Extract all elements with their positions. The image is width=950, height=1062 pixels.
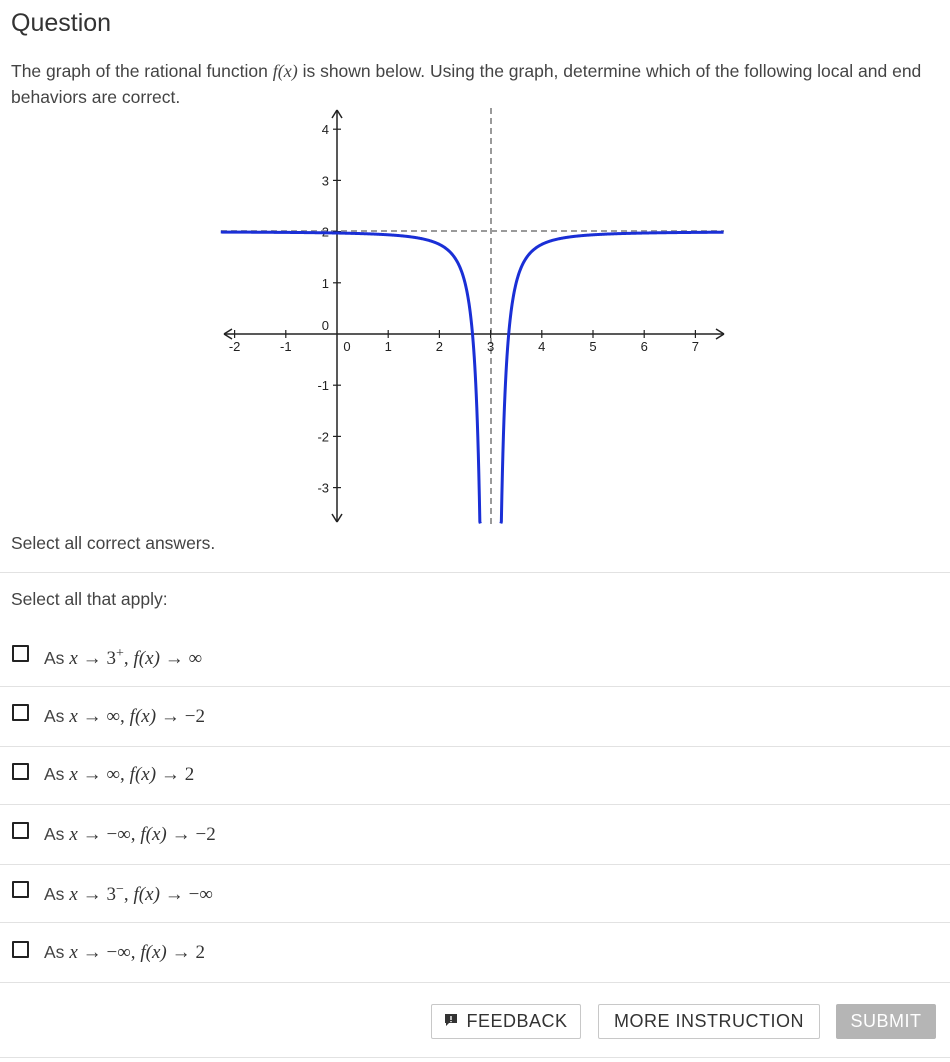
answer-option-1[interactable]: [0, 628, 950, 686]
divider: [0, 572, 950, 573]
x-tick-label: 7: [691, 339, 700, 354]
select-all-apply-label: Select all that apply:: [11, 589, 168, 609]
checkbox-1[interactable]: [12, 645, 29, 662]
question-title: Question: [11, 9, 112, 37]
curve-left-branch: [221, 232, 481, 523]
more-instruction-label: MORE INSTRUCTION: [614, 1011, 804, 1031]
prompt-text-before: The graph of the rational function: [11, 61, 268, 81]
submit-label: SUBMIT: [850, 1011, 922, 1031]
y-tick-label: 3: [321, 173, 329, 189]
bottom-divider: [0, 1057, 950, 1058]
y-tick-label: -3: [317, 480, 329, 496]
feedback-icon: [444, 1011, 458, 1032]
curve-right-branch: [501, 232, 724, 523]
x-tick-label: 5: [589, 339, 597, 354]
answer-option-5[interactable]: [0, 866, 950, 924]
y-tick-label: 2: [321, 224, 329, 240]
x-tick-label: 0: [343, 339, 351, 354]
submit-button[interactable]: [836, 1004, 936, 1039]
option-text-2: As x → ∞, f(x) → −2: [44, 706, 206, 727]
option-text-1: As x → 3+, f(x) → ∞: [44, 646, 203, 669]
y-tick-label: 0: [321, 318, 329, 333]
x-tick-label: 2: [435, 339, 444, 354]
x-tick-label: 4: [538, 339, 546, 354]
x-tick-label: 1: [384, 339, 392, 354]
y-tick-label: -1: [317, 378, 329, 394]
checkbox-5[interactable]: [12, 881, 29, 898]
feedback-button[interactable]: [431, 1004, 581, 1039]
divider: [0, 804, 950, 805]
checkbox-4[interactable]: [12, 822, 29, 839]
checkbox-3[interactable]: [12, 763, 29, 780]
x-tick-labels: [229, 339, 699, 354]
rational-function-graph: [212, 103, 732, 528]
y-tick-label: 4: [321, 122, 329, 138]
answer-option-3[interactable]: [0, 748, 950, 806]
checkbox-2[interactable]: [12, 704, 29, 721]
divider: [0, 982, 950, 983]
divider: [0, 686, 950, 687]
divider: [0, 864, 950, 865]
option-text-6: As x → −∞, f(x) → 2: [44, 942, 206, 963]
x-tick-label: 6: [640, 339, 648, 354]
checkbox-6[interactable]: [12, 941, 29, 958]
x-tick-label: 3: [486, 339, 495, 354]
x-tick-label: -1: [280, 339, 292, 354]
select-all-correct-note: Select all correct answers.: [11, 533, 216, 553]
y-tick-label: -2: [317, 429, 329, 445]
option-text-5: As x → 3−, f(x) → −∞: [44, 882, 213, 905]
y-tick-label: 1: [321, 275, 329, 291]
prompt-text-after: is shown below. Using the graph, determine which of the following local and end behaviors are correct.: [11, 61, 922, 107]
answer-option-2[interactable]: [0, 688, 950, 746]
divider: [0, 922, 950, 923]
y-axis: [332, 110, 342, 522]
answer-option-4[interactable]: [0, 806, 950, 864]
x-tick-label: -2: [228, 339, 241, 354]
prompt-function: f(x): [272, 61, 298, 81]
more-instruction-button[interactable]: [598, 1004, 820, 1039]
divider: [0, 746, 950, 747]
feedback-label: FEEDBACK: [466, 1011, 568, 1031]
answer-option-6[interactable]: [0, 924, 950, 982]
y-tick-labels: [317, 122, 329, 495]
option-text-3: As x → ∞, f(x) → 2: [44, 764, 195, 785]
option-text-4: As x → −∞, f(x) → −2: [44, 824, 216, 845]
